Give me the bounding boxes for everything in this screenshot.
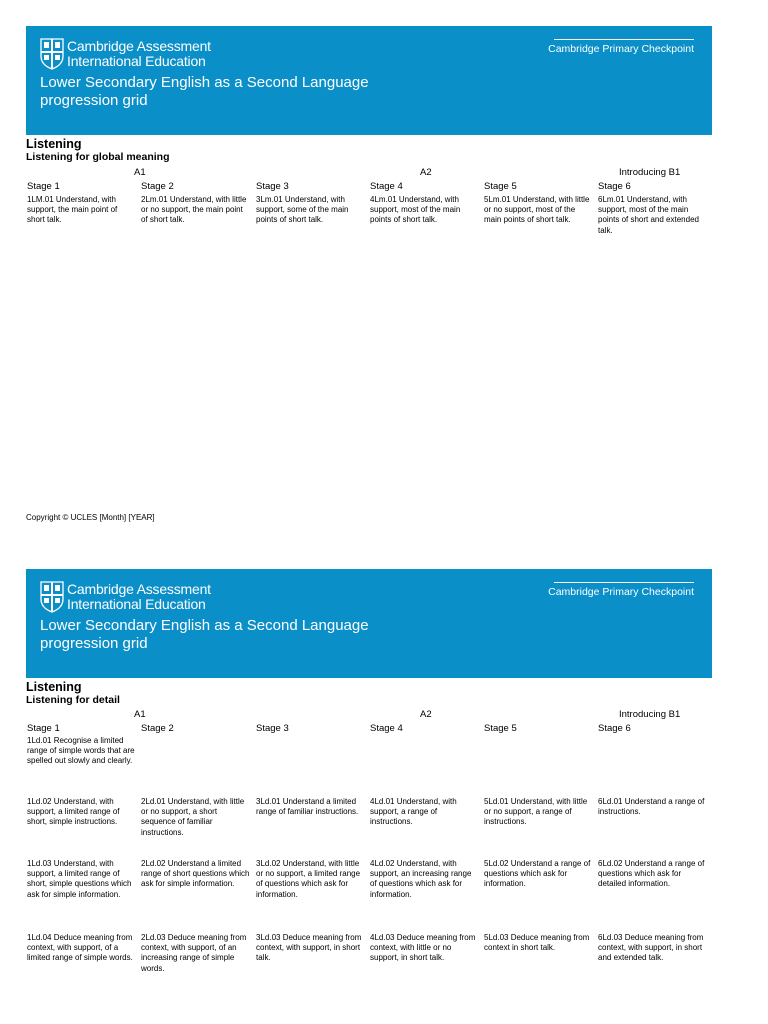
level-a1: A1	[134, 709, 146, 720]
logo	[40, 581, 211, 613]
title-line2: progression grid	[40, 92, 148, 109]
section-title: Listening	[26, 137, 82, 151]
grid-cell: 6Ld.01 Understand a range of instructions.	[598, 797, 705, 817]
stage-6: Stage 6	[598, 723, 631, 734]
grid-cell: 1Ld.02 Understand, with support, a limited range of short, simple instructions.	[27, 797, 120, 827]
org-line1: Cambridge Assessment	[67, 581, 211, 597]
page-title	[40, 74, 369, 110]
grid-cell: 4Ld.03 Deduce meaning from context, with little or no support, in short talk.	[370, 933, 476, 963]
grid-cell: 2Ld.01 Understand, with little or no support, a short sequence of familiar instructions.	[141, 797, 245, 837]
level-a1: A1	[134, 167, 146, 178]
section-title: Listening	[26, 680, 82, 694]
checkpoint-text: Cambridge Primary Checkpoint	[548, 586, 694, 598]
org-line2: International Education	[67, 596, 206, 612]
grid-cell: 1Ld.01 Recognise a limited range of simple words that are spelled out slowly and clearly.	[27, 736, 135, 766]
page-title	[40, 617, 369, 653]
stage-5: Stage 5	[484, 181, 517, 192]
grid-cell: 3Ld.03 Deduce meaning from context, with support, in short talk.	[256, 933, 362, 963]
grid-cell: 2Ld.03 Deduce meaning from context, with support, of an increasing range of simple words.	[141, 933, 247, 973]
title-line2: progression grid	[40, 635, 148, 652]
grid-cell: 3Ld.02 Understand, with little or no support, a limited range of questions which ask for information.	[256, 859, 361, 899]
level-b1: Introducing B1	[619, 709, 681, 720]
grid-cell: 4Ld.01 Understand, with support, a range of instructions.	[370, 797, 457, 827]
stage-4: Stage 4	[370, 723, 403, 734]
level-a2: A2	[420, 167, 432, 178]
grid-cell: 5Lm.01 Understand, with little or no support, most of the main points of short talk.	[484, 195, 590, 225]
grid-cell: 5Ld.02 Understand a range of questions which ask for information.	[484, 859, 591, 889]
grid-cell: 1Ld.03 Understand, with support, a limited range of short, simple questions which ask for simple information.	[27, 859, 132, 899]
stage-5: Stage 5	[484, 723, 517, 734]
checkpoint-label	[548, 39, 694, 55]
crest-icon	[40, 38, 64, 70]
grid-cell: 1LM.01 Understand, with support, the main point of short talk.	[27, 195, 118, 225]
title-line1: Lower Secondary English as a Second Language	[40, 617, 369, 634]
stage-1: Stage 1	[27, 181, 60, 192]
stage-6: Stage 6	[598, 181, 631, 192]
grid-cell: 3Ld.01 Understand a limited range of familiar instructions.	[256, 797, 359, 817]
org-line2: International Education	[67, 53, 206, 69]
copyright: Copyright © UCLES [Month] [YEAR]	[26, 513, 155, 522]
grid-cell: 6Ld.02 Understand a range of questions which ask for detailed information.	[598, 859, 705, 889]
checkpoint-label	[548, 582, 694, 598]
crest-icon	[40, 581, 64, 613]
stage-3: Stage 3	[256, 181, 289, 192]
level-b1: Introducing B1	[619, 167, 681, 178]
grid-cell: 6Ld.03 Deduce meaning from context, with support, in short and extended talk.	[598, 933, 704, 963]
title-line1: Lower Secondary English as a Second Language	[40, 74, 369, 91]
header-banner	[26, 569, 712, 678]
section-heading	[26, 137, 726, 163]
stage-3: Stage 3	[256, 723, 289, 734]
logo	[40, 38, 211, 70]
stage-2: Stage 2	[141, 723, 174, 734]
checkpoint-text: Cambridge Primary Checkpoint	[548, 43, 694, 55]
grid-cell: 4Lm.01 Understand, with support, most of the main points of short talk.	[370, 195, 461, 225]
stage-2: Stage 2	[141, 181, 174, 192]
grid-cell: 5Ld.01 Understand, with little or no support, a range of instructions.	[484, 797, 588, 827]
grid-cell: 3Lm.01 Understand, with support, some of the main points of short talk.	[256, 195, 349, 225]
grid-cell: 6Lm.01 Understand, with support, most of the main points of short and extended talk.	[598, 195, 699, 235]
section-subtitle: Listening for global meaning	[26, 151, 170, 163]
grid-cell: 2Lm.01 Understand, with little or no support, the main point of short talk.	[141, 195, 247, 225]
grid-cell: 4Ld.02 Understand, with support, an increasing range of questions which ask for information.	[370, 859, 472, 899]
grid-cell: 5Ld.03 Deduce meaning from context in short talk.	[484, 933, 590, 953]
section-heading	[26, 680, 726, 706]
org-line1: Cambridge Assessment	[67, 38, 211, 54]
grid-cell: 1Ld.04 Deduce meaning from context, with support, of a limited range of simple words.	[27, 933, 133, 963]
header-banner	[26, 26, 712, 135]
stage-1: Stage 1	[27, 723, 60, 734]
stage-4: Stage 4	[370, 181, 403, 192]
grid-cell: 2Ld.02 Understand a limited range of short questions which ask for simple information.	[141, 859, 250, 889]
section-subtitle: Listening for detail	[26, 694, 120, 706]
level-a2: A2	[420, 709, 432, 720]
